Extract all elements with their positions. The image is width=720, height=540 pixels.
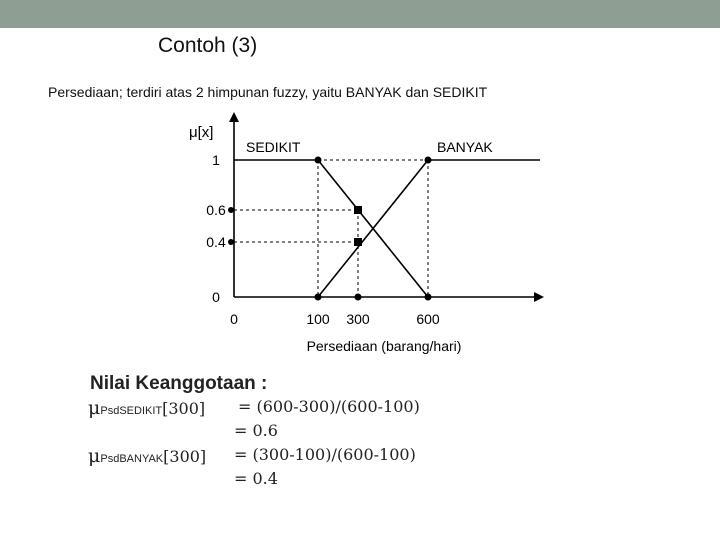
calc-result-banyak: = 0.4 bbox=[234, 469, 278, 488]
calc-formula-sedikit: = (600-300)/(600-100) bbox=[238, 397, 420, 416]
calc-arg: [300] bbox=[163, 447, 207, 466]
x-tick-label: 0 bbox=[230, 311, 238, 327]
x-tick-label: 600 bbox=[416, 311, 440, 327]
data-point bbox=[425, 157, 432, 164]
series-label-banyak: BANYAK bbox=[437, 139, 493, 155]
evaluation-point bbox=[354, 238, 362, 246]
calc-sub-set: BANYAK bbox=[119, 453, 164, 465]
slide-title: Contoh (3) bbox=[158, 34, 258, 57]
y-tick-label: 0.4 bbox=[206, 234, 226, 250]
series-label-sedikit: SEDIKIT bbox=[246, 139, 301, 155]
membership-chart bbox=[180, 108, 550, 360]
data-point bbox=[355, 294, 362, 301]
x-tick-label: 100 bbox=[306, 311, 330, 327]
top-band bbox=[0, 0, 720, 28]
evaluation-point bbox=[354, 206, 362, 214]
calc-arg: [300] bbox=[162, 399, 206, 418]
data-point bbox=[315, 294, 322, 301]
y-tick-label: 0.6 bbox=[206, 202, 226, 218]
subtitle bbox=[48, 84, 487, 100]
axis-marker bbox=[228, 207, 234, 213]
calc-heading: Nilai Keanggotaan : bbox=[90, 373, 268, 394]
mu-symbol: μ bbox=[88, 445, 101, 467]
calc-sub-set: SEDIKIT bbox=[119, 405, 163, 417]
axis-marker bbox=[228, 239, 234, 245]
mu-symbol: μ bbox=[88, 397, 101, 419]
calc-row-sedikit bbox=[88, 397, 420, 421]
calc-result-sedikit: = 0.6 bbox=[234, 421, 278, 440]
subtitle-rest: terdiri atas 2 himpunan fuzzy, yaitu BANYAK dan SEDIKIT bbox=[122, 84, 488, 100]
data-point bbox=[425, 294, 432, 301]
y-tick-label: 1 bbox=[212, 152, 220, 168]
calc-sub: Psd bbox=[100, 453, 120, 465]
x-tick-label: 300 bbox=[346, 311, 370, 327]
y-tick-label: 0 bbox=[212, 289, 220, 305]
data-point bbox=[315, 157, 322, 164]
calc-row-banyak bbox=[88, 445, 416, 469]
y-axis-label: μ[x] bbox=[189, 124, 214, 141]
series-line-banyak bbox=[318, 160, 540, 297]
calc-formula-banyak: = (300-100)/(600-100) bbox=[234, 445, 416, 464]
subtitle-bold: Persediaan; bbox=[48, 84, 123, 100]
series-line-sedikit bbox=[234, 160, 428, 297]
x-axis-label: Persediaan (barang/hari) bbox=[306, 338, 462, 354]
calc-sub: Psd bbox=[100, 405, 120, 417]
